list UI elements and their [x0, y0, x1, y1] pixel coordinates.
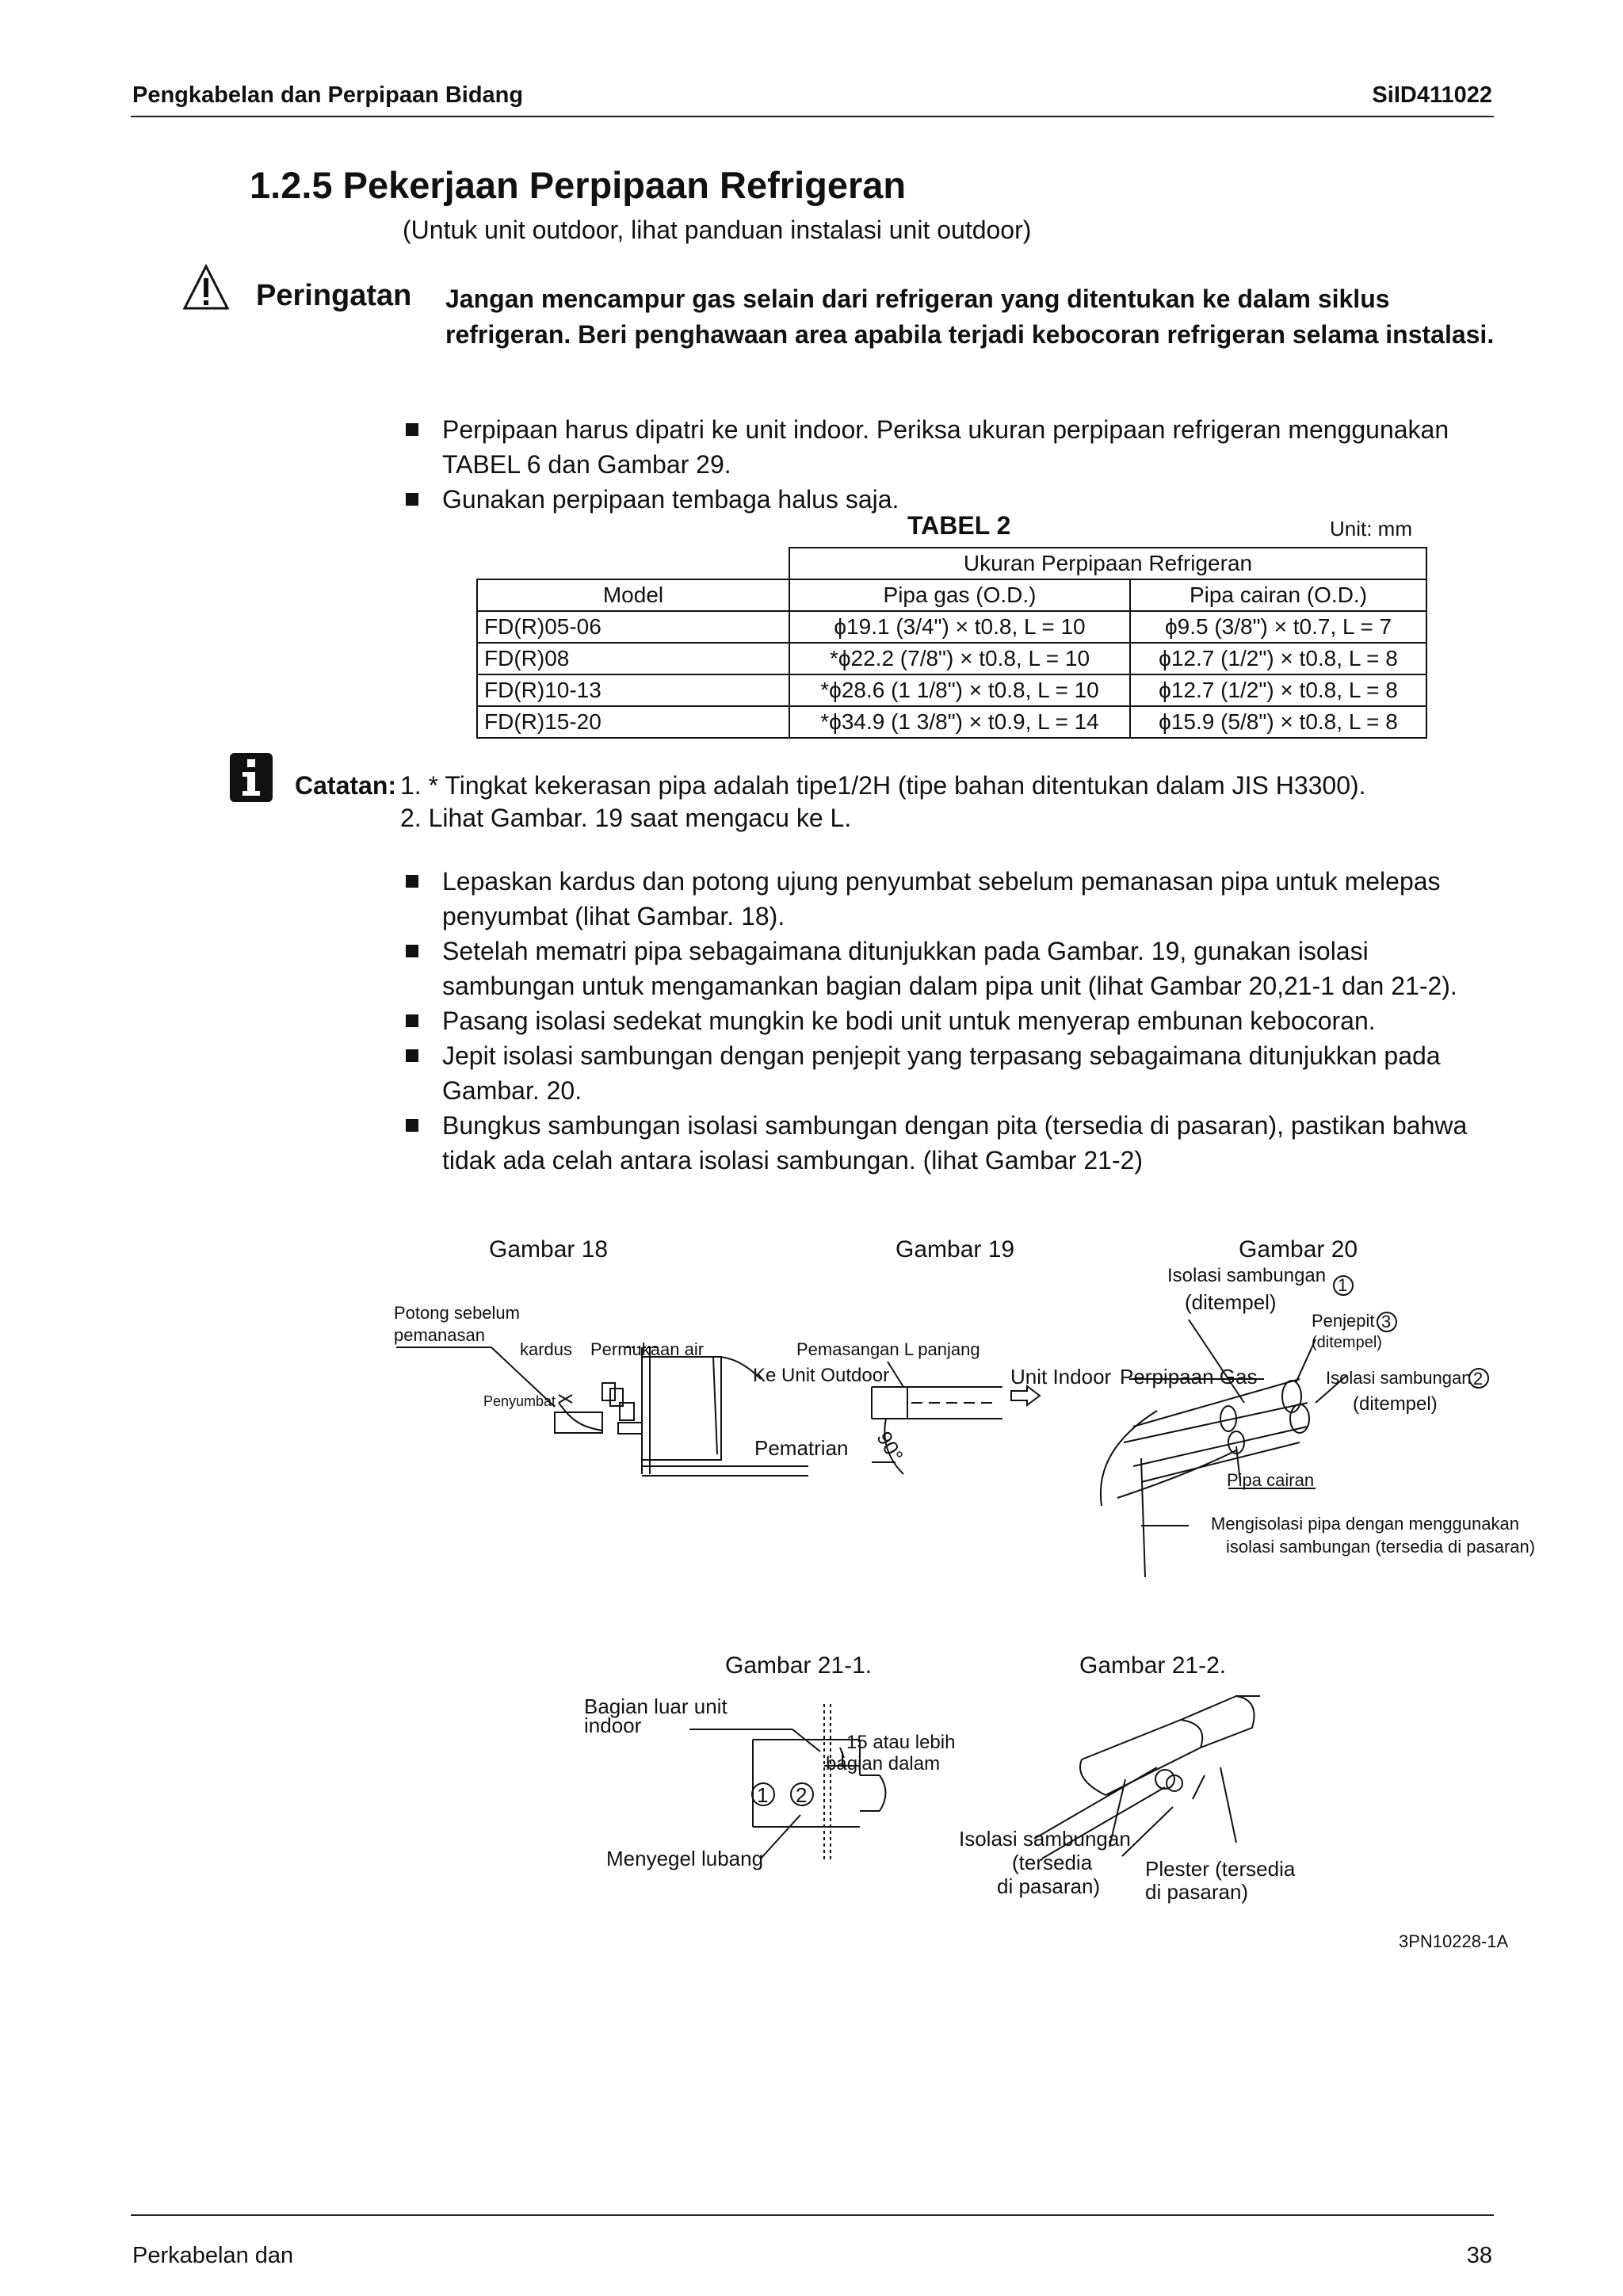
table-cell: ϕ15.9 (5/8") × t0.8, L = 8 — [1130, 706, 1426, 738]
fig20-label-ditempel-1: (ditempel) — [1185, 1290, 1277, 1314]
fig20-label-num-2: 2 — [1473, 1369, 1484, 1389]
note-item: 1. * Tingkat kekerasan pipa adalah tipe1/2H (tipe bahan ditentukan dalam JIS H3300). — [400, 771, 1366, 800]
fig21-1-label-bagian-luar-1: Bagian luar unit — [584, 1694, 727, 1718]
list-item: Lepaskan kardus dan potong ujung penyumbat sebelum pemanasan pipa untuk melepas penyumbat (lihat Gambar. 18). — [404, 864, 1506, 934]
fig21-1-label-circle-2: 2 — [796, 1783, 808, 1807]
fig21-2-caption: Gambar 21-2. — [1079, 1652, 1227, 1679]
column-header: Pipa cairan (O.D.) — [1130, 579, 1426, 611]
fig18-label-penyumbat: Penyumbat — [483, 1393, 556, 1409]
fig19-caption: Gambar 19 — [896, 1236, 1015, 1263]
fig21-1-drawing — [689, 1704, 886, 1862]
document-code: 3PN10228-1A — [1399, 1931, 1509, 1951]
table-cell: FD(R)05-06 — [477, 611, 789, 643]
fig21-2-label-plester-1: Plester (tersedia — [1145, 1857, 1296, 1881]
fig21-1-caption: Gambar 21-1. — [725, 1652, 873, 1679]
fig21-1-label-lebih-1: 15 atau lebih — [846, 1732, 956, 1753]
table-cell: FD(R)10-13 — [477, 674, 789, 706]
list-item: Perpipaan harus dipatri ke unit indoor. Periksa ukuran perpipaan refrigeran menggunakan TABEL 6 dan Gambar 29. — [404, 412, 1506, 482]
note-label: Catatan: — [295, 771, 397, 800]
fig18-label-cut-2: pemanasan — [394, 1325, 485, 1345]
footer-title: Perkabelan dan — [132, 2243, 294, 2268]
fig20-label-num-1: 1 — [1338, 1275, 1348, 1295]
fig19-label-angle: 90° — [872, 1427, 908, 1466]
fig20-label-penjepit: Penjepit — [1312, 1311, 1375, 1331]
list-item: Bungkus sambungan isolasi sambungan dengan pita (tersedia di pasaran), pastikan bahwa tidak ada celah antara isolasi sambungan. (lihat Gambar 21-2) — [404, 1108, 1506, 1178]
fig20-label-mengisolasi-1: Mengisolasi pipa dengan menggunakan — [1211, 1514, 1519, 1534]
fig18-label-permukaan-air: Permukaan air — [590, 1339, 705, 1359]
list-item: Gunakan perpipaan tembaga halus saja. — [404, 482, 1506, 517]
page-number: 38 — [1466, 2243, 1492, 2268]
fig20-caption: Gambar 20 — [1239, 1236, 1358, 1263]
table-cell: *ϕ28.6 (1 1/8") × t0.8, L = 10 — [789, 674, 1130, 706]
fig20-label-num-3: 3 — [1381, 1312, 1392, 1331]
fig20-label-isolasi-2: Isolasi sambungan — [1326, 1368, 1472, 1388]
fig19-label-ke-unit-outdoor: Ke Unit Outdoor — [753, 1365, 890, 1386]
list-item: Pasang isolasi sedekat mungkin ke bodi unit untuk menyerap embunan kebocoran. — [404, 1003, 1506, 1038]
fig20-label-ditempel-2: (ditempel) — [1353, 1393, 1438, 1415]
footer-divider — [131, 2214, 1494, 2216]
column-header: Model — [477, 579, 789, 611]
fig18-label-kardus: kardus — [520, 1339, 573, 1359]
section-subtitle: (Untuk unit outdoor, lihat panduan instalasi unit outdoor) — [403, 216, 1032, 244]
section-title: 1.2.5 Pekerjaan Perpipaan Refrigeran — [250, 164, 907, 206]
table-cell: ϕ9.5 (3/8") × t0.7, L = 7 — [1130, 611, 1426, 643]
table-unit: Unit: mm — [1330, 517, 1412, 541]
fig20-label-perpipaan-gas: Perpipaan Gas — [1120, 1365, 1258, 1389]
table-cell: ϕ12.7 (1/2") × t0.8, L = 8 — [1130, 643, 1426, 674]
fig18-label-cut-1: Potong sebelum — [394, 1303, 520, 1323]
fig19-label-pematrian: Pematrian — [754, 1436, 849, 1460]
list-item: Setelah mematri pipa sebagaimana ditunjukkan pada Gambar. 19, gunakan isolasi sambungan untuk mengamankan bagian dalam pipa unit (lihat Gambar 20,21-1 dan 21-2). — [404, 934, 1506, 1003]
fig21-1-label-bagian-luar-2: indoor — [584, 1713, 642, 1737]
fig18-drawing — [396, 1347, 808, 1476]
table-cell: *ϕ34.9 (1 3/8") × t0.9, L = 14 — [789, 706, 1130, 738]
fig21-1-label-circle-1: 1 — [757, 1783, 769, 1807]
warning-label: Peringatan — [256, 279, 412, 312]
table-cell: FD(R)15-20 — [477, 706, 789, 738]
fig18-caption: Gambar 18 — [489, 1236, 609, 1263]
column-header: Pipa gas (O.D.) — [789, 579, 1130, 611]
fig21-2-label-isolasi-3: di pasaran) — [997, 1874, 1101, 1898]
fig20-label-mengisolasi-2: isolasi sambungan (tersedia di pasaran) — [1226, 1537, 1536, 1557]
header-doc-id: SiID411022 — [1372, 82, 1492, 108]
header-title: Pengkabelan dan Perpipaan Bidang — [132, 82, 524, 108]
fig20-label-pipa-cairan: Pipa cairan — [1227, 1470, 1315, 1490]
table-cell: *ϕ22.2 (7/8") × t0.8, L = 10 — [789, 643, 1130, 674]
fig21-2-label-isolasi-2: (tersedia — [1012, 1851, 1093, 1874]
fig21-1-label-lebih-2: bagian dalam — [826, 1753, 941, 1775]
fig20-label-ditempel-3: (ditempel) — [1312, 1334, 1382, 1351]
fig19-label-pemasangan: Pemasangan L panjang — [796, 1339, 980, 1359]
fig19-label-unit-indoor: Unit Indoor — [1010, 1365, 1112, 1389]
table-cell: ϕ19.1 (3/4") × t0.8, L = 10 — [789, 611, 1130, 643]
table-cell: FD(R)08 — [477, 643, 789, 674]
table-title: TABEL 2 — [907, 511, 1011, 540]
fig20-label-isolasi-1: Isolasi sambungan — [1167, 1265, 1327, 1286]
table-cell: ϕ12.7 (1/2") × t0.8, L = 8 — [1130, 674, 1426, 706]
list-item: Jepit isolasi sambungan dengan penjepit yang terpasang sebagaimana ditunjukkan pada Gambar. 20. — [404, 1038, 1506, 1108]
fig21-2-label-plester-2: di pasaran) — [1145, 1880, 1249, 1904]
fig21-2-label-isolasi-1: Isolasi sambungan — [959, 1827, 1131, 1851]
note-item: 2. Lihat Gambar. 19 saat mengacu ke L. — [400, 804, 852, 832]
table-group-header: Ukuran Perpipaan Refrigeran — [789, 548, 1426, 579]
fig21-1-label-menyegel: Menyegel lubang — [606, 1847, 764, 1870]
warning-text: Jangan mencampur gas selain dari refrigeran yang ditentukan ke dalam siklus refrigeran. Beri penghawaan area apabila terjadi kebocoran refrigeran selama instalasi. — [445, 285, 1495, 349]
